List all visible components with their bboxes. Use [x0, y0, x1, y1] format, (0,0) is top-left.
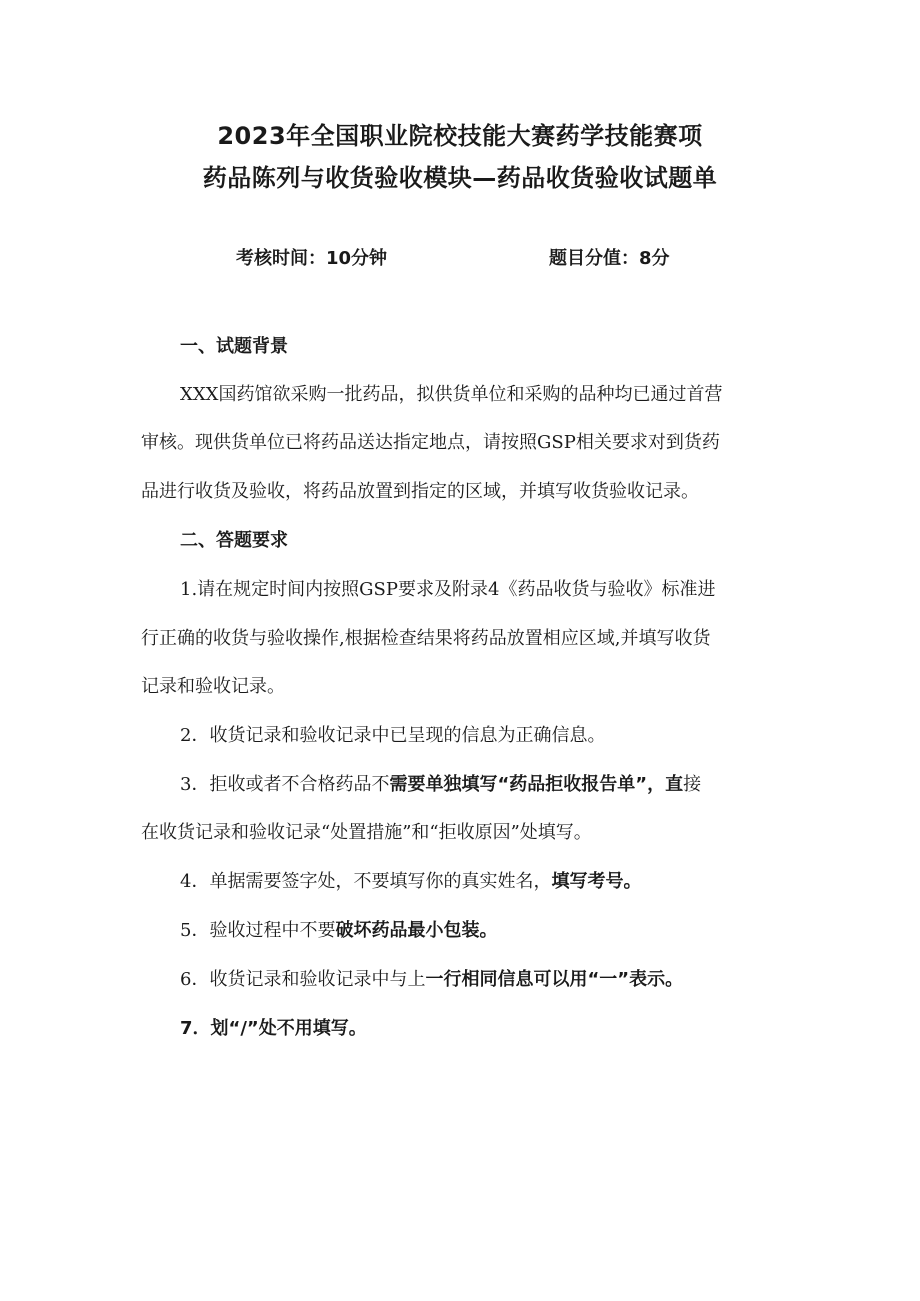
- requirement-3-text-a: 3．拒收或者不合格药品不: [180, 774, 390, 795]
- requirement-3-text-c: 接: [683, 774, 702, 795]
- background-line-1: XXX国药馆欲采购一批药品，拟供货单位和采购的品种均已通过首营: [180, 384, 723, 405]
- requirement-5-text-bold: 破坏药品最小包装。: [335, 920, 498, 941]
- background-line-2: 审核。现供货单位已将药品送达指定地点，请按照GSP相关要求对到货药: [141, 432, 720, 453]
- document-title-line-2: 药品陈列与收货验收模块—药品收货验收试题单: [202, 164, 718, 192]
- exam-time: 考核时间：10分钟: [236, 248, 388, 269]
- requirement-6-text-a: 6．收货记录和验收记录中与上: [180, 969, 426, 990]
- requirement-1-line-2: 行正确的收货与验收操作,根据检查结果将药品放置相应区域,并填写收货: [141, 628, 711, 649]
- requirement-3-line-2: 在收货记录和验收记录“处置措施”和“拒收原因”处填写。: [141, 822, 592, 843]
- requirement-1-line-1: 1.请在规定时间内按照GSP要求及附录4《药品收货与验收》标准进: [180, 579, 716, 600]
- section-heading-requirements: 二、答题要求: [180, 530, 288, 551]
- requirement-2: 2．收货记录和验收记录中已呈现的信息为正确信息。: [180, 725, 606, 746]
- requirement-4-text-bold: 填写考号。: [551, 871, 642, 892]
- requirement-6: [180, 965, 683, 991]
- requirement-6-text-bold: 一行相同信息可以用“一”表示。: [425, 969, 684, 990]
- exam-score: 题目分值：8分: [549, 248, 670, 269]
- requirement-1-line-3: 记录和验收记录。: [141, 676, 285, 697]
- requirement-3-text-bold: 需要单独填写“药品拒收报告单”，直: [389, 774, 684, 795]
- requirement-7: 7．划“/”处不用填写。: [180, 1018, 367, 1039]
- document-title-line-1: 2023年全国职业院校技能大赛药学技能赛项: [217, 122, 703, 150]
- background-line-3: 品进行收货及验收，将药品放置到指定的区域，并填写收货验收记录。: [141, 481, 699, 502]
- requirement-5-text-a: 5．验收过程中不要: [180, 920, 336, 941]
- requirement-3-line-1: [180, 770, 701, 796]
- requirement-4-text-a: 4．单据需要签字处，不要填写你的真实姓名，: [180, 871, 552, 892]
- section-heading-background: 一、试题背景: [180, 336, 288, 357]
- requirement-4: [180, 867, 641, 893]
- requirement-5: [180, 916, 497, 942]
